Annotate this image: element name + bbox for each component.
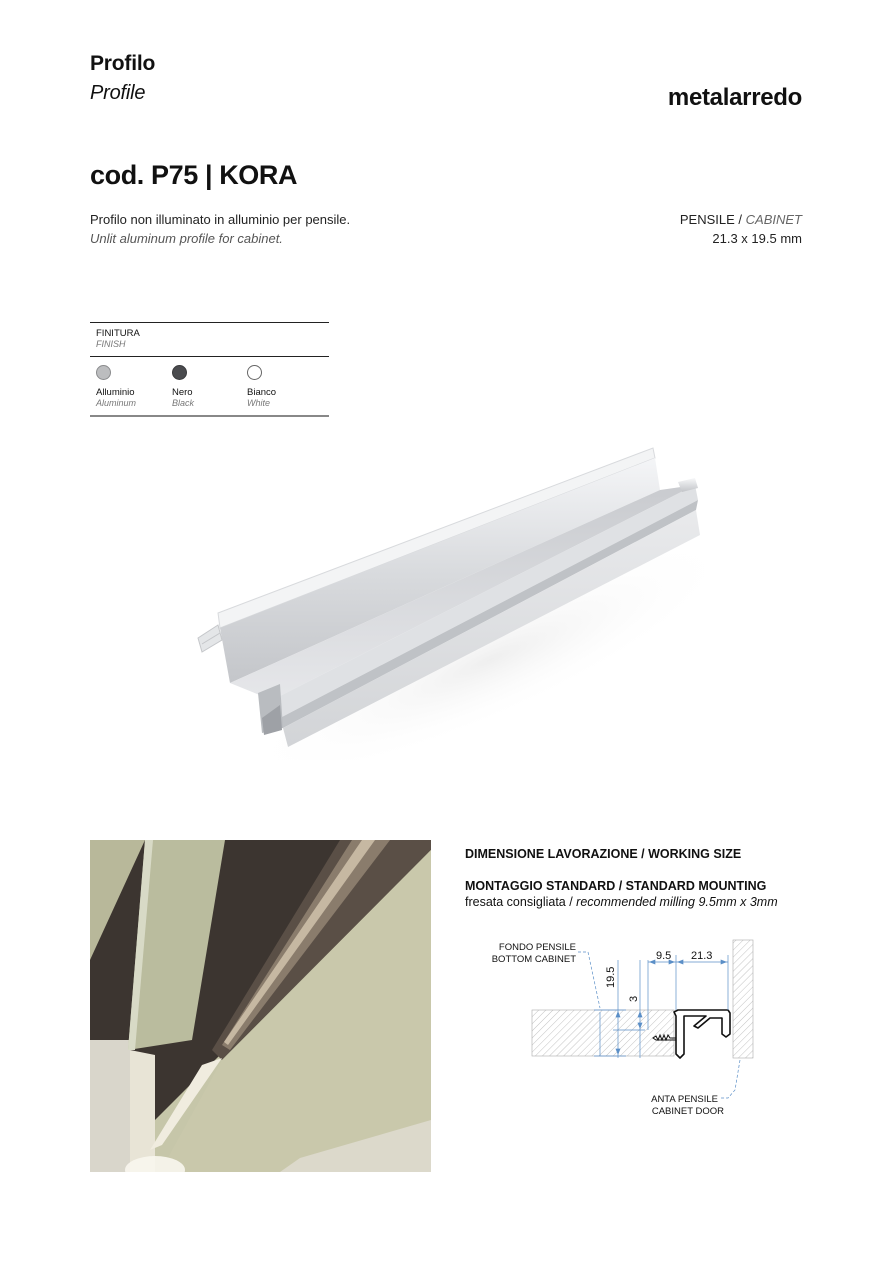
milling-it: fresata consigliata / (465, 895, 577, 909)
label-cabinet-door-it: ANTA PENSILE (651, 1094, 718, 1105)
finish-table (90, 322, 329, 417)
product-code-title: cod. P75 | KORA (90, 160, 298, 190)
mounting-title: MONTAGGIO STANDARD / STANDARD MOUNTING (465, 879, 767, 893)
finish-label-it: FINITURA (96, 328, 140, 339)
finish-name-it: Nero (171, 387, 193, 398)
mounting-drawing (470, 930, 770, 1130)
finish-name-en: Aluminum (96, 398, 137, 408)
dim-milling: 9.5 (656, 950, 672, 962)
category-sep: / (734, 212, 746, 227)
category-en: CABINET (745, 212, 802, 227)
dim-height: 19.5 (605, 966, 617, 988)
finish-name-en: Black (171, 398, 194, 408)
dimensions: 21.3 x 19.5 mm (712, 231, 802, 246)
finish-label-en: FINISH (96, 339, 126, 349)
product-render-image (190, 430, 730, 760)
dim-depth: 3 (628, 995, 640, 1002)
white-swatch-icon (247, 365, 262, 380)
description-it: Profilo non illuminato in alluminio per pensile. (90, 212, 351, 227)
divider (90, 415, 329, 417)
installation-photo (90, 840, 431, 1172)
finish-options (90, 357, 329, 415)
milling-en: recommended milling 9.5mm x 3mm (576, 895, 778, 909)
aluminum-swatch-icon (96, 365, 111, 380)
section-title-en: Profile (90, 82, 146, 104)
label-bottom-cabinet-it: FONDO PENSILE (498, 942, 576, 953)
finish-name-it: Bianco (247, 387, 277, 398)
category-it: PENSILE (679, 212, 735, 227)
finish-option-aluminum (96, 365, 172, 411)
brand-logo: metalarredo (667, 84, 802, 111)
finish-option-white (247, 365, 323, 411)
finish-option-black (172, 365, 247, 411)
finish-header (90, 323, 329, 356)
label-bottom-cabinet-en: BOTTOM CABINET (491, 954, 576, 965)
category (680, 212, 802, 227)
milling-note (465, 895, 778, 909)
working-size-title: DIMENSIONE LAVORAZIONE / WORKING SIZE (465, 847, 742, 861)
finish-name-en: White (247, 398, 271, 408)
description-en: Unlit aluminum profile for cabinet. (90, 231, 283, 246)
finish-name-it: Alluminio (96, 387, 135, 398)
dim-width: 21.3 (691, 950, 713, 962)
label-cabinet-door-en: CABINET DOOR (651, 1106, 724, 1117)
section-title-it: Profilo (90, 52, 156, 75)
black-swatch-icon (172, 365, 187, 380)
